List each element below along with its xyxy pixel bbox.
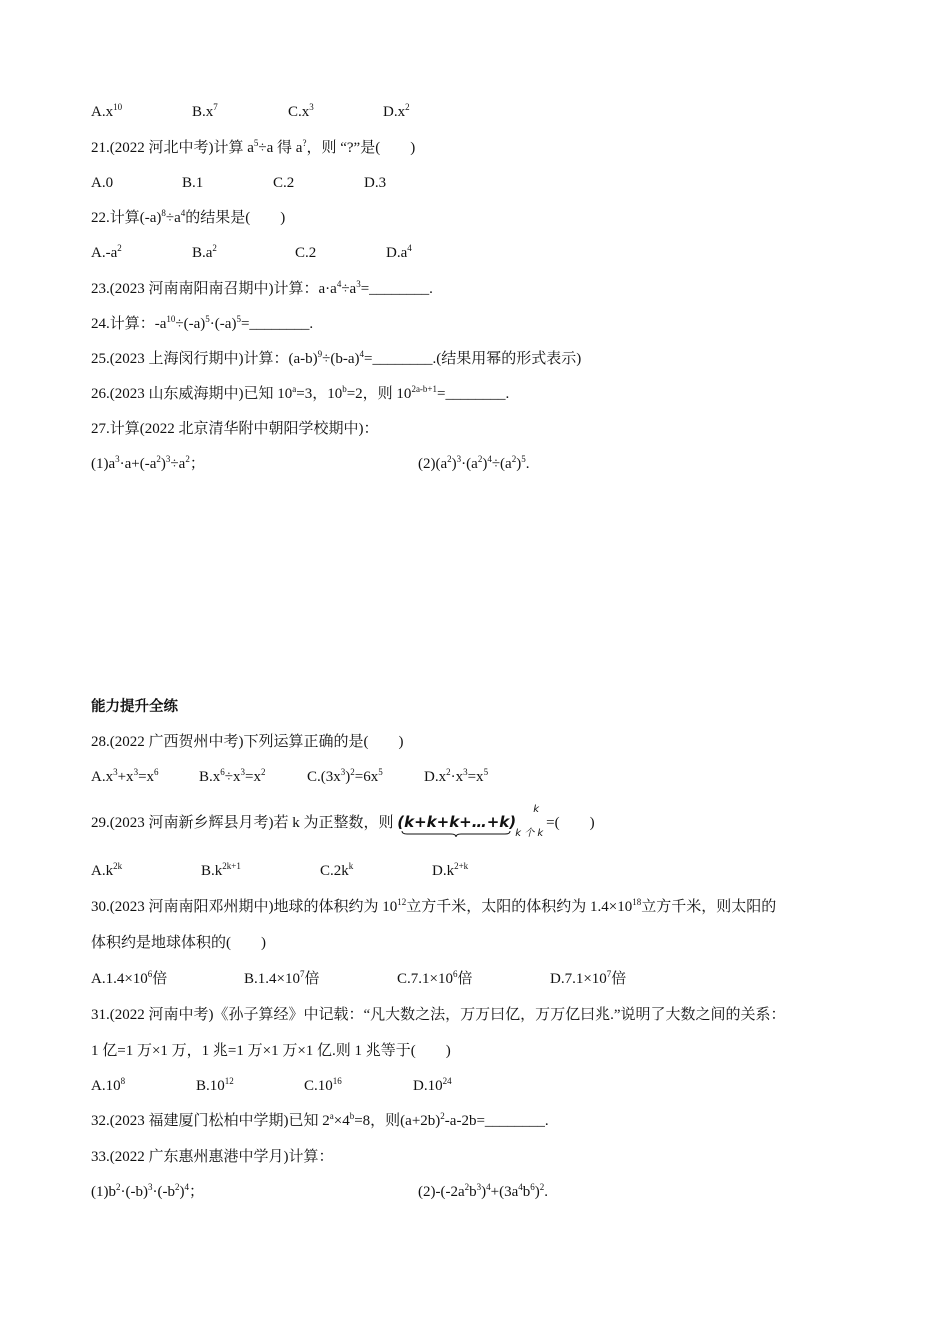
q28-option-a: $A.x^3+x^3=x^6$ <box>91 767 159 785</box>
q30-option-c: $C.7.1\times 10^6$倍 <box>397 969 473 987</box>
q29-power: k <box>533 804 540 815</box>
q26-stem: 26.(2023 山东威海期中)已知 $10^a=3$，$10^b=2$，则 $10^{2a-b+1}=\_\_\_\_\_\_\_\_$. <box>91 384 510 402</box>
q23-stem: 23.(2023 河南南阳南召期中)计算：$a\cdot a^4\div a^3=\_\_\_\_\_\_\_\_$. <box>91 279 433 297</box>
q21-option-d: D.3 <box>364 175 387 191</box>
q28-option-c: $C.(3x^3)^2=6x^5$ <box>307 767 383 785</box>
q31-option-c: $C.10^{16}$ <box>304 1076 342 1094</box>
q22-stem: 22.计算$(-a)^8\div a^4$的结果是( ) <box>91 208 286 226</box>
q21-option-b: B.1 <box>182 175 204 191</box>
q29-option-d: $D.k^{2+k}$ <box>432 861 469 879</box>
q31-option-b: $B.10^{12}$ <box>196 1076 234 1094</box>
q33-part-2: $(2)-(-2a^2b^3)^4+(3a^4b^6)^2$. <box>418 1182 549 1200</box>
q33-stem: 33.(2022 广东惠州惠港中学月)计算： <box>91 1149 334 1165</box>
q29-stem: 29.(2023 河南新乡辉县月考)若 k 为正整数，则 (k+k+k+…+k) k 个 k k =( ) <box>91 812 595 833</box>
q28-stem: 28.(2022 广西贺州中考)下列运算正确的是( ) <box>91 734 404 750</box>
section-heading: 能力提升全练 <box>91 699 178 715</box>
q31-option-d: $D.10^{24}$ <box>413 1076 452 1094</box>
q22-option-b: $B.a^2$ <box>192 243 217 261</box>
q32-stem: 32.(2023 福建厦门松柏中学期)已知 $2^a\times 4^b=8$，则$(a+2b)^2-a-2b=\_\_\_\_\_\_\_\_$. <box>91 1111 549 1129</box>
q21-stem: 21.(2022 河北中考)计算 $a^5\div a$ 得 a?，则 “?”是( ) <box>91 138 416 156</box>
q30-option-a: $A.1.4\times 10^6$倍 <box>91 969 168 987</box>
q20-option-b: $B.x^7$ <box>192 102 218 120</box>
q25-stem: 25.(2023 上海闵行期中)计算：$(a-b)^9\div(b-a)^4=\_\_\_\_\_\_\_\_$.(结果用幂的形式表示) <box>91 349 582 367</box>
q27-part-1: $(1)a^3\cdot a+(-a^2)^3\div a^2$； <box>91 454 205 472</box>
q20-option-a: $A.x^{10}$ <box>91 102 123 120</box>
q28-option-b: $B.x^6\div x^3=x^2$ <box>199 767 266 785</box>
q30-stem: 30.(2023 河南南阳邓州期中)地球的体积约为 $10^{12}$立方千米，太阳的体积约为 $1.4\times 10^{18}$立方千米，则太阳的 <box>91 897 777 915</box>
q30-stem-line2: 体积约是地球体积的( ) <box>91 935 266 951</box>
q22-option-d: $D.a^4$ <box>386 243 412 261</box>
q30-option-b: $B.1.4\times 10^7$倍 <box>244 969 320 987</box>
q31-stem-line2: 1 亿=1 万×1 万，1 兆=1 万×1 万×1 亿.则 1 兆等于( ) <box>91 1043 451 1059</box>
q29-brace-note: k 个 k <box>515 828 544 839</box>
q30-option-d: $D.7.1\times 10^7$倍 <box>550 969 627 987</box>
q33-part-1: $(1)b^2\cdot(-b)^3\cdot(-b^2)^4$； <box>91 1182 204 1200</box>
q22-option-c: C.2 <box>295 245 317 261</box>
q29-option-a: $A.k^{2k}$ <box>91 861 123 879</box>
q21-option-a: A.0 <box>91 175 114 191</box>
q29-option-c: $C.2k^k$ <box>320 861 354 879</box>
q21-option-c: C.2 <box>273 175 295 191</box>
q31-stem: 31.(2022 河南中考)《孙子算经》中记载：“凡大数之法，万万曰亿，万万亿曰兆.”说明了大数之间的关系： <box>91 1007 786 1023</box>
q22-option-a: $A.-a^2$ <box>91 243 122 261</box>
q31-option-a: $A.10^8$ <box>91 1076 126 1094</box>
q29-brace-expression: (k+k+k+…+k) k 个 k k <box>397 812 516 832</box>
underbrace-icon <box>401 830 511 838</box>
q20-option-d: $D.x^2$ <box>383 102 410 120</box>
q24-stem: 24.计算：$-a^{10}\div(-a)^5\cdot(-a)^5=\_\_\_\_\_\_\_\_$. <box>91 314 314 332</box>
q20-option-c: $C.x^3$ <box>288 102 314 120</box>
q28-option-d: $D.x^2\cdot x^3=x^5$ <box>424 767 489 785</box>
q27-part-2: $(2)(a^2)^3\cdot(a^2)^4\div(a^2)^5$. <box>418 454 530 472</box>
q27-stem: 27.计算(2022 北京清华附中朝阳学校期中)： <box>91 421 379 437</box>
q29-option-b: $B.k^{2k+1}$ <box>201 861 241 879</box>
